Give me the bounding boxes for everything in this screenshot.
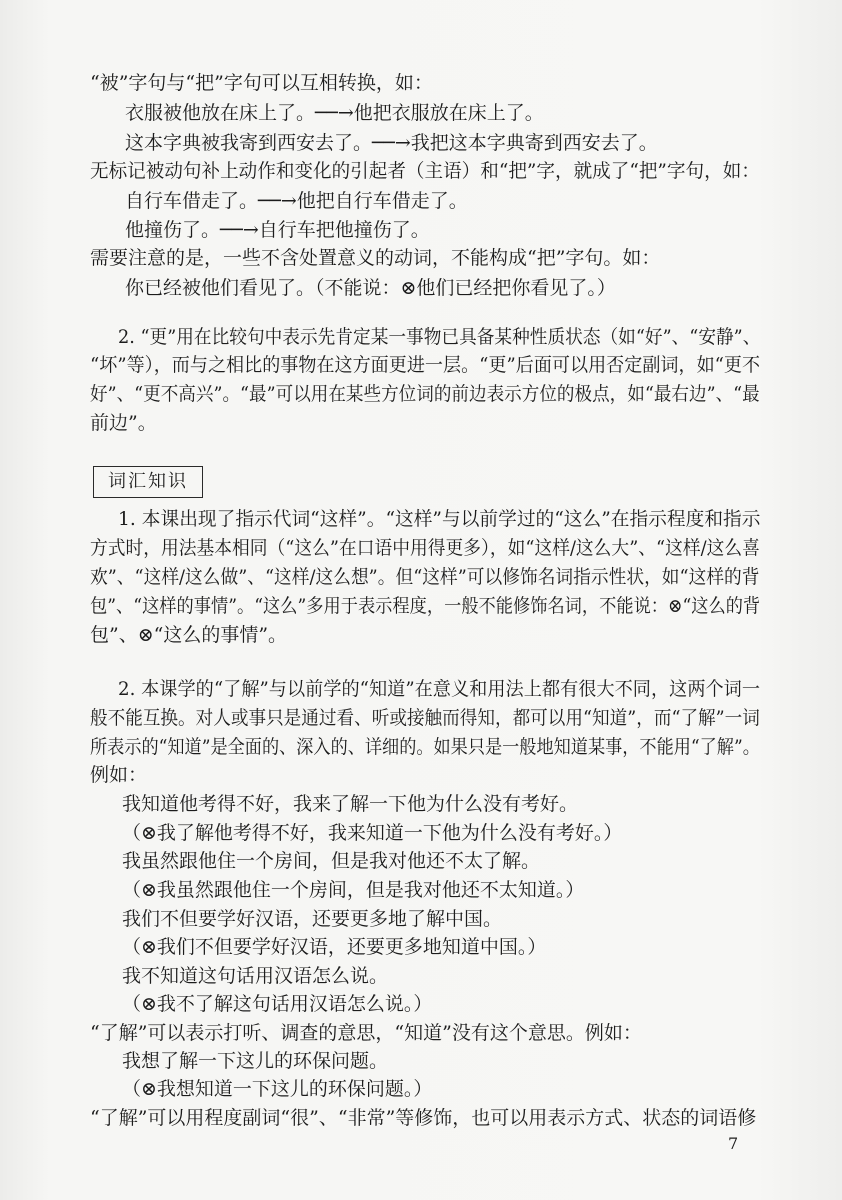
example-sentence: 我想了解一下这儿的环保问题。 [122, 1050, 389, 1072]
paragraph-line: 例如： [90, 764, 148, 786]
paragraph-line: 2. 本课学的“了解”与以前学的“知道”在意义和用法上都有很大不同，这两个词一 [118, 678, 761, 700]
incorrect-example: （⊗我想知道一下这儿的环保问题。） [122, 1078, 433, 1100]
text-line: “了解”可以表示打听、调查的意思，“知道”没有这个意思。例如： [90, 1022, 642, 1044]
example-sentence: 我虽然跟他住一个房间，但是我对他还不太了解。 [122, 850, 541, 872]
incorrect-example: （⊗我们不但要学好汉语，还要更多地知道中国。） [122, 936, 547, 958]
example-sentence: 我不知道这句话用汉语怎么说。 [122, 965, 389, 987]
paragraph-line: 2. “更”用在比较句中表示先肯定某一事物已具备某种性质状态（如“好”、“安静”、 [118, 326, 761, 348]
text-line: 需要注意的是，一些不含处置意义的动词，不能构成“把”字句。如： [90, 247, 661, 269]
text-line: 无标记被动句补上动作和变化的引起者（主语）和“把”字，就成了“把”字句，如： [90, 160, 760, 182]
paragraph-line: 所表示的“知道”是全面的、深入的、详细的。如果只是一般地知道某事，不能用“了解”。 [90, 736, 760, 758]
example-sentence: 衣服被他放在床上了。──→他把衣服放在床上了。 [125, 102, 544, 124]
paragraph-line: 欢”、“这样/这么做”、“这样/这么想”。但“这样”可以修饰名词指示性状，如“这样的背 [90, 566, 760, 588]
text-line: “了解”可以用程度副词“很”、“非常”等修饰，也可以用表示方式、状态的词语修 [90, 1107, 757, 1129]
paragraph-line: “坏”等），而与之相比的事物在这方面更进一层。“更”后面可以用否定副词，如“更不 [90, 354, 761, 376]
incorrect-example: （⊗我不了解这句话用汉语怎么说。） [122, 993, 433, 1015]
paragraph-line: 包”、“这样的事情”。“这么”多用于表示程度，一般不能修饰名词，不能说：⊗“这么的背 [90, 595, 761, 617]
incorrect-example: （⊗我虽然跟他住一个房间，但是我对他还不太知道。） [122, 879, 585, 901]
paragraph-line: 好”、“更不高兴”。“最”可以用在某些方位词的前边表示方位的极点，如“最右边”、“最 [90, 383, 760, 405]
example-sentence: 我们不但要学好汉语，还要更多地了解中国。 [122, 908, 503, 930]
section-heading: 词汇知识 [93, 466, 203, 498]
paragraph-line: 前边”。 [90, 412, 157, 434]
example-sentence: 你已经被他们看见了。（不能说：⊗他们已经把你看见了。） [125, 277, 616, 299]
page-number: 7 [728, 1134, 739, 1153]
paragraph-line: 1. 本课出现了指示代词“这样”。“这样”与以前学过的“这么”在指示程度和指示 [118, 508, 761, 530]
paragraph-line: 方式时，用法基本相同（“这么”在口语中用得更多），如“这样/这么大”、“这样/这么喜 [90, 537, 760, 559]
example-sentence: 他撞伤了。──→自行车把他撞伤了。 [125, 219, 430, 241]
paragraph-line: 般不能互换。对人或事只是通过看、听或接触而得知，都可以用“知道”，而“了解”一词 [90, 707, 760, 729]
example-sentence: 自行车借走了。──→他把自行车借走了。 [125, 190, 468, 212]
paragraph-line: 包”、⊗“这么的事情”。 [90, 624, 288, 646]
example-sentence: 我知道他考得不好，我来了解一下他为什么没有考好。 [122, 793, 579, 815]
example-sentence: 这本字典被我寄到西安去了。──→我把这本字典寄到西安去了。 [125, 132, 658, 154]
incorrect-example: （⊗我了解他考得不好，我来知道一下他为什么没有考好。） [122, 822, 623, 844]
text-line: “被”字句与“把”字句可以互相转换，如： [90, 72, 433, 94]
